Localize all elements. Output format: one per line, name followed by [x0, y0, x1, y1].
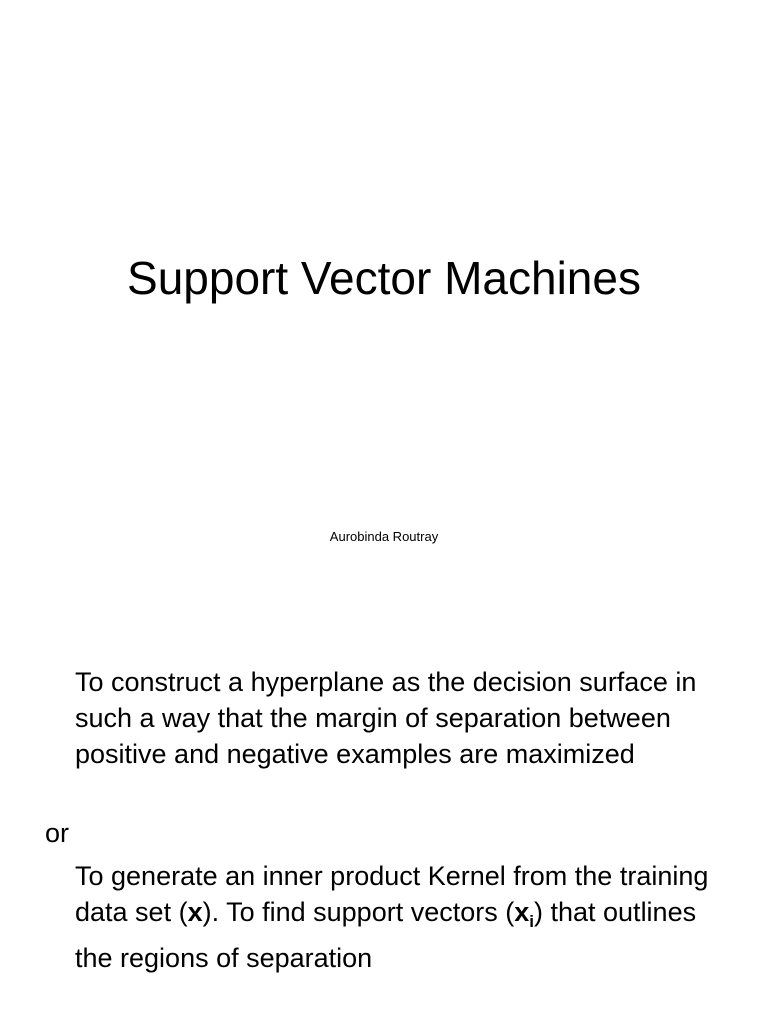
p2-text-part1: To generate an inner product Kernel from the training data set (: [75, 861, 709, 927]
paragraph-objective-1: To construct a hyperplane as the decision surface in such a way that the margin of separation between positive and negative examples are maximized: [75, 667, 697, 769]
symbol-x: x: [187, 897, 203, 927]
subscript-i: i: [529, 912, 534, 931]
symbol-xi: x: [514, 897, 530, 927]
p2-text-part3: ) that outlines the regions of separation: [75, 897, 697, 973]
author-name: Aurobinda Routray: [329, 529, 439, 544]
slide-title: Support Vector Machines: [127, 252, 641, 304]
paragraph-objective-2: [75, 858, 735, 976]
p2-text-part2: ). To find support vectors (: [202, 897, 515, 927]
connector-or: or: [45, 818, 70, 848]
